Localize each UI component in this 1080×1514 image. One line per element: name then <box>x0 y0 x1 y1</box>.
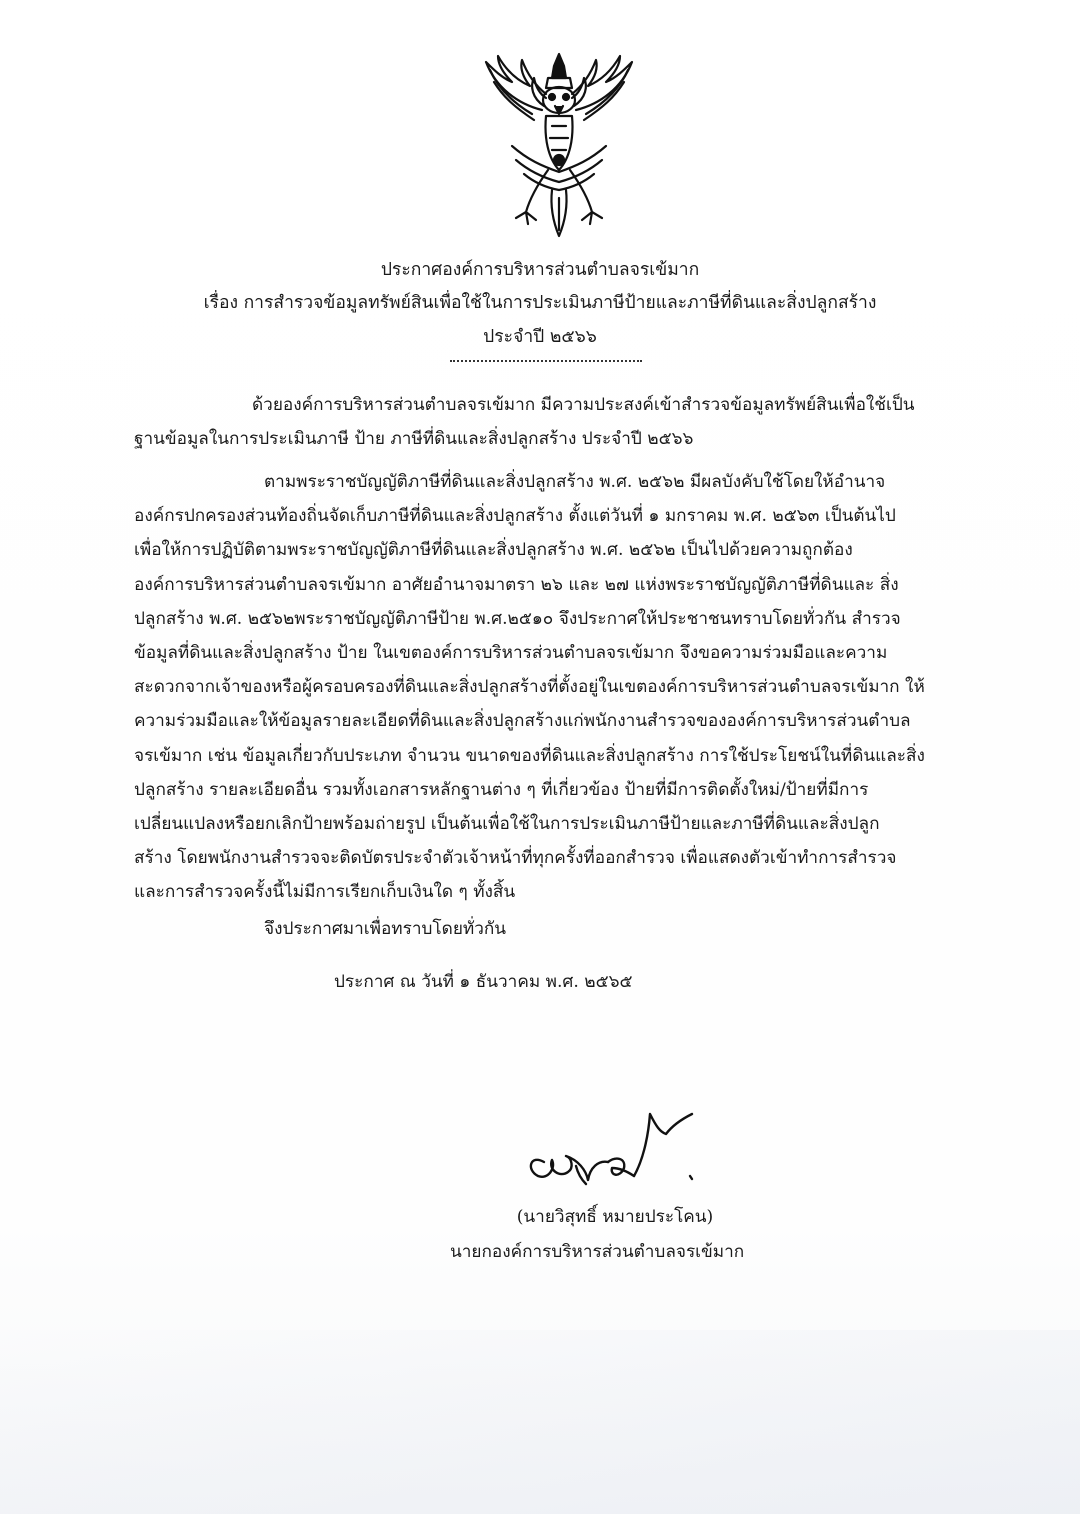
paragraph-1 <box>134 388 915 456</box>
paragraph-2 <box>134 465 925 910</box>
paper-shadow <box>0 1330 1080 1514</box>
header-year: ประจำปี ๒๕๖๖ <box>483 327 597 347</box>
signer-position: นายกองค์การบริหารส่วนตำบลจรเข้มาก <box>450 1242 745 1262</box>
paragraph-2-line: จรเข้มาก เช่น ข้อมูลเกี่ยวกับประเภท จำนวน ขนาดของที่ดินและสิ่งปลูกสร้าง การใช้ประโยชน์ในที่ดินและสิ่ง <box>134 745 925 766</box>
paragraph-2-line: ปลูกสร้าง รายละเอียดอื่น รวมทั้งเอกสารหลักฐานต่าง ๆ ที่เกี่ยวข้อง ป้ายที่มีการติดตั้งใหม่/ป้ายที่มีการ <box>134 779 869 800</box>
paragraph-1-line: ด้วยองค์การบริหารส่วนตำบลจรเข้มาก มีความประสงค์เข้าสำรวจข้อมูลทรัพย์สินเพื่อใช้เป็น <box>252 395 915 415</box>
paragraph-2-line: เปลี่ยนแปลงหรือยกเลิกป้ายพร้อมถ่ายรูป เป็นต้นเพื่อใช้ในการประเมินภาษีป้ายและภาษีที่ดินและสิ่งปลูก <box>134 814 880 835</box>
paragraph-2-line: ตามพระราชบัญญัติภาษีที่ดินและสิ่งปลูกสร้าง พ.ศ. ๒๕๖๒ มีผลบังคับใช้โดยให้อำนาจ <box>264 472 886 492</box>
header-subject: เรื่อง การสำรวจข้อมูลทรัพย์สินเพื่อใช้ในการประเมินภาษีป้ายและภาษีที่ดินและสิ่งปลูกสร้าง <box>203 293 877 313</box>
header-line-1: ประกาศองค์การบริหารส่วนตำบลจรเข้มาก <box>380 260 700 280</box>
paragraph-2-line: ข้อมูลที่ดินและสิ่งปลูกสร้าง ป้าย ในเขตองค์การบริหารส่วนตำบลจรเข้มาก จึงขอความร่วมมือและความ <box>134 643 888 664</box>
signature-icon <box>516 1096 702 1192</box>
dotted-divider <box>450 360 642 362</box>
paragraph-2-line: เพื่อให้การปฏิบัติตามพระราชบัญญัติภาษีที่ดินและสิ่งปลูกสร้าง พ.ศ. ๒๕๖๒ เป็นไปด้วยความถูกต้อง <box>134 540 853 561</box>
paragraph-2-line: และการสำรวจครั้งนี้ไม่มีการเรียกเก็บเงินใด ๆ ทั้งสิ้น <box>134 882 516 903</box>
announcement-date: ประกาศ ณ วันที่ ๑ ธันวาคม พ.ศ. ๒๕๖๕ <box>334 972 633 992</box>
garuda-emblem-icon <box>472 48 646 240</box>
paragraph-2-line: องค์กรปกครองส่วนท้องถิ่นจัดเก็บภาษีที่ดินและสิ่งปลูกสร้าง ตั้งแต่วันที่ ๑ มกราคม พ.ศ. ๒๕๖๓ เป็นต้นไป <box>134 506 896 527</box>
closing-text: จึงประกาศมาเพื่อทราบโดยทั่วกัน <box>264 919 507 939</box>
paragraph-2-line: องค์การบริหารส่วนตำบลจรเข้มาก อาศัยอำนาจมาตรา ๒๖ และ ๒๗ แห่งพระราชบัญญัติภาษีที่ดินและ สิ่ง <box>134 574 899 595</box>
paragraph-1-line: ฐานข้อมูลในการประเมินภาษี ป้าย ภาษีที่ดินและสิ่งปลูกสร้าง ประจำปี ๒๕๖๖ <box>134 429 694 450</box>
paragraph-2-line: สร้าง โดยพนักงานสำรวจจะติดบัตรประจำตัวเจ้าหน้าที่ทุกครั้งที่ออกสำรวจ เพื่อแสดงตัวเข้าทำการสำรวจ <box>134 848 897 869</box>
paragraph-2-line: ปลูกสร้าง พ.ศ. ๒๕๖๒พระราชบัญญัติภาษีป้าย พ.ศ.๒๕๑๐ จึงประกาศให้ประชาชนทราบโดยทั่วกัน สำรวจ <box>134 608 901 629</box>
paragraph-2-line: ความร่วมมือและให้ข้อมูลรายละเอียดที่ดินและสิ่งปลูกสร้างแก่พนักงานสำรวจขององค์การบริหารส่วนตำบล <box>134 711 911 732</box>
paragraph-2-line: สะดวกจากเจ้าของหรือผู้ครอบครองที่ดินและสิ่งปลูกสร้างที่ตั้งอยู่ในเขตองค์การบริหารส่วนตำบลจรเข้มาก ให้ <box>134 677 925 698</box>
signer-name: (นายวิสุทธิ์ หมายประโคน) <box>516 1207 714 1227</box>
